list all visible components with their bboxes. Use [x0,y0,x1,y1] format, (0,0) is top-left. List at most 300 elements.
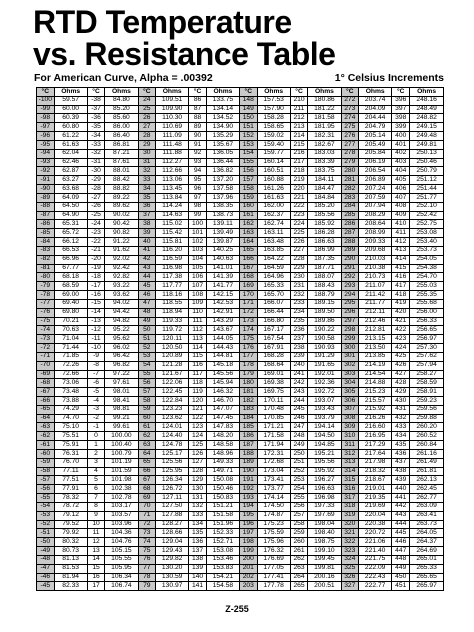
celsius-cell: 428 [392,379,410,387]
celsius-cell: 50 [139,326,157,334]
celsius-cell: 254 [291,485,309,493]
ohms-cell: 160.51 [263,167,284,175]
ohms-cell: 138.35 [212,202,234,210]
celsius-cell: -13 [88,318,106,326]
table-row [139,379,189,388]
table-row [139,256,189,265]
table-row [189,494,239,503]
table-row [392,529,443,538]
table-row [392,450,443,459]
table-column-group [291,88,342,590]
celsius-cell: -46 [37,574,55,582]
ohms-cell: 124.40 [161,432,183,439]
table-row [291,388,341,397]
ohms-cell: 258.27 [416,370,437,378]
ohms-cell: 100.00 [111,432,132,439]
celsius-cell: 168 [240,273,258,281]
ohms-cell: 169.75 [263,388,284,395]
celsius-cell: 101 [189,229,207,237]
table-row [240,238,290,247]
table-row [37,185,87,194]
ohms-cell: 251.12 [416,176,437,183]
ohms-cell: 144.43 [212,344,234,351]
celsius-cell: 418 [392,291,410,299]
celsius-cell: 293 [342,282,360,290]
table-row [342,318,392,327]
celsius-cell: 292 [342,273,360,281]
ohms-cell: 262.77 [416,494,437,501]
ohms-cell: 204.44 [364,114,386,122]
table-row [392,344,443,353]
ohms-cell: 134.14 [212,105,234,113]
table-row [88,282,138,291]
celsius-cell: 226 [291,238,309,246]
ohms-cell: 254.38 [416,264,437,272]
celsius-cell: -89 [37,194,55,202]
celsius-cell: 67 [139,476,157,484]
table-row [392,282,443,291]
celsius-cell: 397 [392,106,410,114]
ohms-cell: 62.04 [62,149,80,157]
ohms-cell: 95.62 [113,335,130,342]
table-row [139,538,189,547]
ohms-cell: 73.06 [62,379,80,386]
celsius-cell: 400 [392,132,410,140]
ohms-cell: 195.21 [314,449,335,457]
ohms-cell: 164.59 [263,264,284,272]
table-row [88,538,138,547]
celsius-cell: -90 [37,185,55,193]
celsius-cell: -27 [88,194,106,202]
table-row [139,485,189,494]
ohms-cell: 70.63 [62,326,80,333]
ohms-cell: 79.52 [62,520,80,528]
celsius-cell: -59 [37,459,55,467]
celsius-cell: -17 [88,282,106,290]
table-row [342,97,392,106]
celsius-cell: -85 [37,229,55,237]
ohms-cell: 170.48 [263,405,284,413]
celsius-cell: 179 [240,371,258,379]
celsius-cell: -5 [88,388,106,396]
celsius-cell: 172 [240,309,258,317]
ohms-cell: 257.62 [416,352,437,360]
ohms-cell: 261.81 [416,467,437,475]
ohms-cell: 71.85 [62,352,80,360]
ohms-cell: 183.39 [314,158,335,166]
celsius-cell: 75 [139,547,157,555]
celsius-cell: 158 [240,185,258,193]
ohms-cell: 87.61 [113,158,130,166]
celsius-cell: 281 [342,176,360,184]
celsius-cell: 55 [139,371,157,379]
table-row [88,423,138,432]
table-row [240,529,290,538]
celsius-cell: -35 [88,123,106,131]
celsius-cell: 186 [240,432,258,440]
celsius-cell: 99 [189,212,207,220]
table-row [342,556,392,565]
ohms-cell: 166.44 [263,308,284,316]
table-row [37,476,87,485]
ohms-cell: 128.27 [161,520,183,528]
celsius-cell: 134 [189,521,207,529]
table-row [88,300,138,309]
table-row [139,97,189,106]
table-row [37,309,87,318]
table-row [88,247,138,256]
celsius-cell: 298 [342,326,360,334]
celsius-cell: 256 [291,503,309,511]
table-row [88,273,138,282]
ohms-cell: 67.77 [62,264,80,272]
table-row [342,185,392,194]
celsius-cell: 291 [342,265,360,273]
ohms-cell: 158.28 [263,114,284,122]
celsius-cell: 104 [189,256,207,264]
celsius-cell: 401 [392,141,410,149]
celsius-cell: 161 [240,212,258,220]
ohms-cell: 183.75 [314,167,335,175]
celsius-cell: 173 [240,318,258,326]
ohms-cell: 221.06 [364,538,386,545]
ohms-cell: 180.86 [314,96,335,104]
table-row [240,282,290,291]
ohms-cell: 189.86 [314,317,335,325]
table-row [189,362,239,371]
celsius-cell: 133 [189,512,207,520]
ohms-cell: 163.85 [263,246,284,254]
ohms-cell: 171.94 [263,441,284,448]
ohms-cell: 215.57 [364,396,386,404]
ohms-cell: 143.29 [212,317,234,325]
ohms-cell: 265.33 [416,564,437,572]
ohms-cell: 218.32 [364,467,386,475]
ohms-cell: 104.76 [111,538,132,545]
table-row [139,432,189,441]
table-row [392,459,443,468]
celsius-cell: 69 [139,494,157,502]
table-row [291,459,341,468]
table-row [240,556,290,565]
table-row [189,150,239,159]
table-row [392,309,443,318]
celsius-cell: 317 [342,494,360,502]
table-row [291,114,341,123]
table-row [139,335,189,344]
ohms-cell: 100.40 [111,441,132,448]
ohms-cell: 152.33 [212,529,234,536]
table-row [342,415,392,424]
celsius-cell: -97 [37,123,55,131]
ohms-cell: 175.23 [263,520,284,528]
table-row [88,141,138,150]
table-row [139,362,189,371]
celsius-cell: 218 [291,167,309,175]
celsius-cell: 232 [291,291,309,299]
table-row [291,432,341,441]
header-ohms: Ohms [417,88,437,95]
table-row [37,494,87,503]
ohms-cell: 162.00 [263,202,284,210]
ohms-cell: 105.15 [111,547,132,554]
ohms-cell: 118.16 [162,291,183,298]
table-row [291,132,341,141]
table-row [291,220,341,229]
celsius-cell: 11 [88,529,106,537]
table-row [342,326,392,335]
table-row [139,282,189,291]
ohms-cell: 145.18 [212,361,234,369]
table-row [240,106,290,115]
table-row [392,547,443,556]
table-row [291,335,341,344]
ohms-cell: 172.68 [263,458,284,466]
ohms-cell: 194.85 [314,441,335,448]
ohms-cell: 167.54 [263,335,284,342]
table-row [240,132,290,141]
ohms-cell: 72.66 [62,370,80,378]
celsius-cell: 407 [392,194,410,202]
celsius-cell: 241 [291,371,309,379]
table-row [139,415,189,424]
ohms-cell: 159.02 [263,132,284,139]
table-row [88,150,138,159]
celsius-cell: 178 [240,362,258,370]
celsius-cell: 157 [240,176,258,184]
table-row [291,494,341,503]
table-row [189,247,239,256]
table-row [392,503,443,512]
ohms-cell: 261.16 [416,449,437,457]
ohms-cell: 64.50 [62,202,80,210]
ohms-cell: 109.51 [161,96,183,104]
celsius-cell: 10 [88,521,106,529]
title-line-2: vs. Resistance Table [33,36,336,72]
table-row [37,362,87,371]
table-row [189,415,239,424]
ohms-cell: 254.70 [416,273,437,280]
celsius-cell: -91 [37,176,55,184]
celsius-cell: 259 [291,529,309,537]
table-row [37,318,87,327]
ohms-cell: 69.80 [62,308,80,316]
table-row [88,512,138,521]
ohms-cell: 92.82 [113,273,130,280]
celsius-cell: -55 [37,494,55,502]
celsius-cell: 176 [240,344,258,352]
table-row [189,459,239,468]
celsius-cell: -100 [37,97,55,105]
ohms-cell: 171.21 [263,423,284,431]
table-row [291,485,341,494]
celsius-cell: 160 [240,203,258,211]
ohms-cell: 207.59 [364,193,386,201]
celsius-cell: 230 [291,273,309,281]
ohms-cell: 75.10 [62,423,80,431]
celsius-cell: -76 [37,309,55,317]
table-row [240,273,290,282]
ohms-cell: 115.42 [162,229,183,236]
table-row [291,291,341,300]
table-row [240,459,290,468]
celsius-cell: 314 [342,468,360,476]
table-row [240,503,290,512]
table-row [139,476,189,485]
header-celsius: °C [88,88,106,96]
table-row [291,150,341,159]
ohms-cell: 98.41 [113,396,130,404]
ohms-cell: 186.99 [314,246,335,254]
ohms-cell: 169.01 [263,370,284,378]
table-row [189,582,239,590]
ohms-cell: 265.01 [416,555,437,563]
table-row [139,141,189,150]
ohms-cell: 90.42 [113,220,130,227]
celsius-cell: 182 [240,397,258,405]
table-row [392,185,443,194]
table-row [139,503,189,512]
table-row [240,159,290,168]
ohms-cell: 164.96 [263,273,284,280]
ohms-cell: 113.45 [162,185,183,192]
table-row [88,565,138,574]
table-row [392,300,443,309]
celsius-cell: 253 [291,476,309,484]
celsius-cell: -38 [88,97,106,105]
celsius-cell: 257 [291,512,309,520]
celsius-cell: 4 [88,468,106,476]
celsius-cell: -93 [37,159,55,167]
table-row [240,353,290,362]
table-row [342,574,392,583]
table-row [392,167,443,176]
ohms-cell: 206.19 [364,158,386,166]
celsius-cell: 15 [88,565,106,573]
header-ohms: Ohms [213,88,233,95]
table-row [139,238,189,247]
table-row [37,194,87,203]
ohms-cell: 135.29 [212,132,234,139]
table-row [189,326,239,335]
celsius-cell: -99 [37,106,55,114]
table-row [88,432,138,441]
table-row [291,265,341,274]
table-row [189,450,239,459]
celsius-cell: -94 [37,150,55,158]
ohms-cell: 189.15 [314,299,335,307]
celsius-cell: 8 [88,503,106,511]
ohms-cell: 168.64 [263,361,284,369]
celsius-cell: 276 [342,132,360,140]
ohms-cell: 95.22 [113,326,130,333]
ohms-cell: 173.77 [263,485,284,492]
ohms-cell: 139.49 [212,229,234,236]
celsius-cell: 437 [392,459,410,467]
ohms-cell: 97.22 [113,370,130,378]
table-row [392,388,443,397]
celsius-cell: 251 [291,459,309,467]
table-row [88,185,138,194]
table-row [392,114,443,123]
table-row [240,371,290,380]
celsius-cell: 189 [240,459,258,467]
celsius-cell: 321 [342,529,360,537]
ohms-cell: 127.88 [161,511,183,519]
table-row [189,309,239,318]
table-row [189,265,239,274]
celsius-cell: 71 [139,512,157,520]
table-row [37,291,87,300]
table-row [189,167,239,176]
table-row [291,229,341,238]
celsius-cell: 309 [342,423,360,431]
ohms-cell: 164.22 [263,255,284,263]
ohms-cell: 117.77 [162,282,183,289]
celsius-cell: 264 [291,574,309,582]
celsius-cell: -18 [88,273,106,281]
celsius-cell: 223 [291,212,309,220]
table-row [139,326,189,335]
table-row [392,256,443,265]
table-row [88,353,138,362]
celsius-cell: 90 [189,132,207,140]
celsius-cell: 52 [139,344,157,352]
celsius-cell: 141 [189,582,207,590]
ohms-cell: 200.16 [314,573,335,581]
ohms-cell: 137.20 [212,176,234,183]
celsius-cell: 156 [240,167,258,175]
celsius-cell: 255 [291,494,309,502]
table-row [88,220,138,229]
ohms-cell: 187.35 [314,255,335,263]
table-row [342,150,392,159]
ohms-cell: 166.80 [263,317,284,325]
ohms-cell: 86.40 [113,132,130,139]
celsius-cell: 53 [139,353,157,361]
celsius-cell: 245 [291,406,309,414]
table-row [291,450,341,459]
ohms-cell: 150.83 [212,494,234,501]
table-row [240,476,290,485]
celsius-cell: 26 [139,114,157,122]
table-row [342,521,392,530]
celsius-cell: 275 [342,123,360,131]
ohms-cell: 79.92 [62,529,80,536]
ohms-cell: 170.11 [263,396,284,404]
table-row [37,574,87,583]
ohms-cell: 199.81 [314,564,335,572]
header-ohms: Ohms [61,88,81,95]
table-row [392,432,443,441]
ohms-cell: 217.29 [364,441,386,448]
celsius-cell: -4 [88,397,106,405]
ohms-cell: 78.72 [62,502,80,510]
celsius-cell: 136 [189,538,207,546]
celsius-cell: 184 [240,415,258,423]
table-row [189,176,239,185]
ohms-cell: 160.14 [263,158,284,166]
ohms-cell: 256.33 [416,317,437,325]
ohms-cell: 177.41 [263,573,284,581]
header-ohms: Ohms [162,88,182,95]
celsius-cell: -21 [88,247,106,255]
table-row [240,415,290,424]
ohms-cell: 170.85 [263,414,284,422]
ohms-cell: 110.30 [162,114,183,122]
table-row [37,132,87,141]
ohms-cell: 212.11 [365,308,386,316]
